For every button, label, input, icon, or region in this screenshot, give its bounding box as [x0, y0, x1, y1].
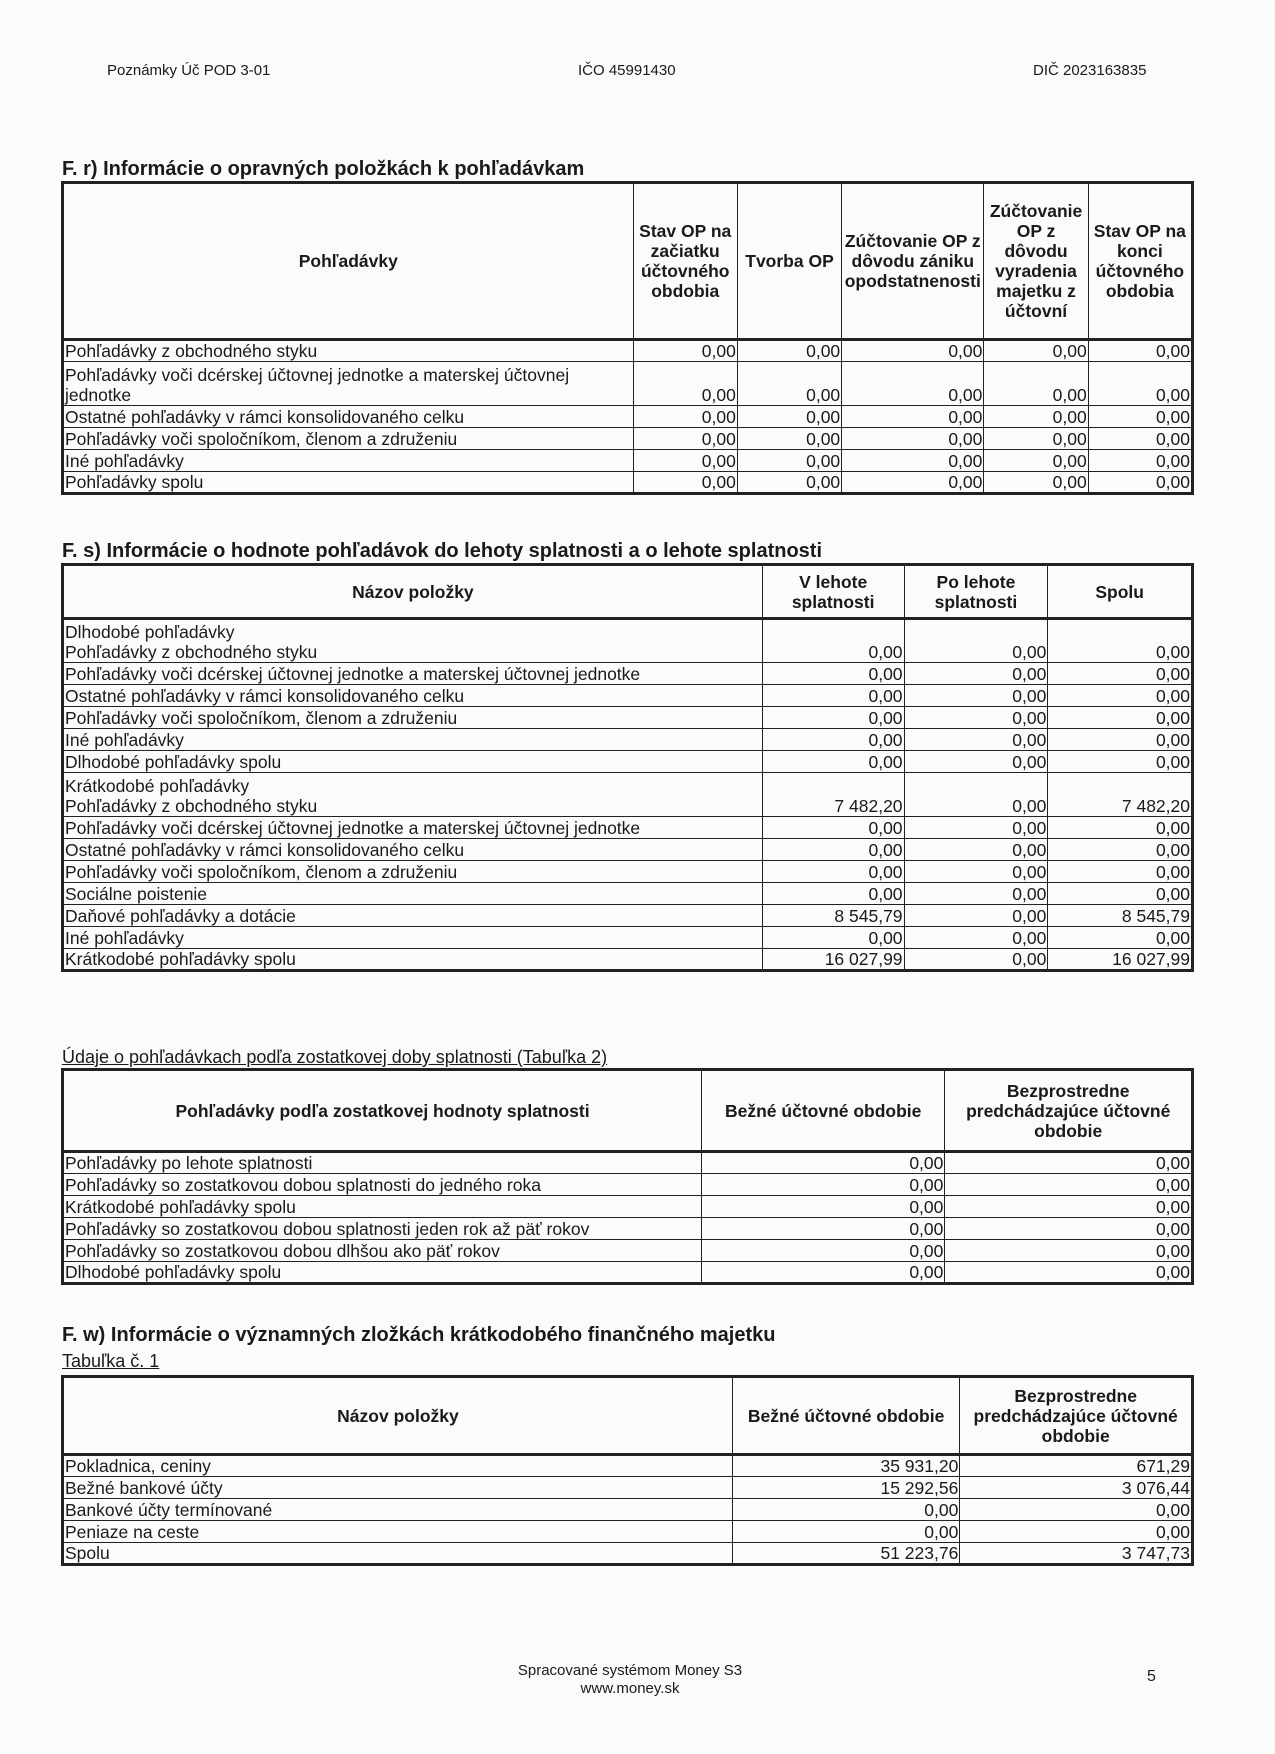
- row-label: [63, 340, 634, 362]
- row-label-text: Ostatné pohľadávky v rámci konsolidovaného celku: [65, 840, 465, 860]
- row-label: [63, 663, 763, 685]
- value-cell: 0,00: [1088, 450, 1192, 472]
- row-label: [63, 406, 634, 428]
- value-cell: 0,00: [904, 883, 1048, 905]
- row-label-text: Pohľadávky so zostatkovou dobou splatnosti jeden rok až päť rokov: [65, 1219, 590, 1239]
- table-row: [63, 340, 1193, 362]
- column-header: Tvorba OP: [737, 183, 841, 340]
- value-cell: 0,00: [1048, 729, 1193, 751]
- table-receivables-maturity: [61, 563, 1194, 972]
- row-label-text: Dlhodobé pohľadávky spolu: [65, 1262, 282, 1282]
- value-cell: 0,00: [737, 428, 841, 450]
- value-cell: 0,00: [737, 362, 841, 406]
- value-cell: 0,00: [702, 1174, 945, 1196]
- row-label: [63, 450, 634, 472]
- value-cell: 0,00: [842, 340, 984, 362]
- header-ico: IČO 45991430: [578, 62, 676, 79]
- value-cell: 671,29: [960, 1455, 1193, 1477]
- row-label-text: Pohľadávky voči spoločníkom, členom a združeniu: [65, 862, 458, 882]
- value-cell: 0,00: [732, 1499, 959, 1521]
- column-header: Bežné účtovné obdobie: [702, 1070, 945, 1152]
- value-cell: 0,00: [732, 1521, 959, 1543]
- value-cell: 0,00: [904, 619, 1048, 663]
- table-row: [63, 751, 1193, 773]
- value-cell: 0,00: [762, 861, 904, 883]
- table-row: [63, 1543, 1193, 1565]
- value-cell: 0,00: [945, 1152, 1193, 1174]
- column-header: Názov položky: [63, 565, 763, 619]
- row-label-text: Iné pohľadávky: [65, 451, 184, 471]
- value-cell: 0,00: [904, 927, 1048, 949]
- table-row: [63, 1262, 1193, 1284]
- row-label-text: Pohľadávky spolu: [65, 472, 204, 492]
- value-cell: 0,00: [1088, 406, 1192, 428]
- value-cell: 0,00: [633, 406, 737, 428]
- value-cell: 0,00: [737, 472, 841, 494]
- table-remaining-maturity: [61, 1068, 1194, 1285]
- footer-website: www.money.sk: [580, 1680, 680, 1697]
- value-cell: 0,00: [984, 340, 1088, 362]
- value-cell: 0,00: [633, 362, 737, 406]
- table-row: [63, 362, 1193, 406]
- value-cell: 0,00: [702, 1218, 945, 1240]
- table-row: [63, 428, 1193, 450]
- column-header: Pohľadávky podľa zostatkovej hodnoty splatnosti: [63, 1070, 702, 1152]
- row-label: [63, 619, 763, 663]
- table-row: [63, 619, 1193, 663]
- row-label-text: Daňové pohľadávky a dotácie: [65, 906, 296, 926]
- table-row: [63, 729, 1193, 751]
- row-label: [63, 1262, 702, 1284]
- section-r-title: F. r) Informácie o opravných položkách k pohľadávkam: [62, 158, 585, 180]
- value-cell: 0,00: [1048, 751, 1193, 773]
- value-cell: 16 027,99: [762, 949, 904, 971]
- row-label: [63, 472, 634, 494]
- value-cell: 7 482,20: [1048, 773, 1193, 817]
- row-label-text: Krátkodobé pohľadávky spolu: [65, 949, 296, 969]
- value-cell: 8 545,79: [762, 905, 904, 927]
- table-row: [63, 1196, 1193, 1218]
- row-label-text: Pohľadávky po lehote splatnosti: [65, 1153, 313, 1173]
- value-cell: 0,00: [842, 428, 984, 450]
- value-cell: 0,00: [904, 861, 1048, 883]
- value-cell: 0,00: [904, 817, 1048, 839]
- value-cell: 0,00: [1088, 472, 1192, 494]
- column-header: Bezprostredne predchádzajúce účtovné obdobie: [960, 1377, 1193, 1455]
- value-cell: 0,00: [904, 685, 1048, 707]
- value-cell: 0,00: [945, 1240, 1193, 1262]
- value-cell: 0,00: [702, 1262, 945, 1284]
- row-label-text: Dlhodobé pohľadávky spolu: [65, 752, 282, 772]
- value-cell: 0,00: [1048, 707, 1193, 729]
- value-cell: 0,00: [945, 1174, 1193, 1196]
- header-row: [63, 565, 1193, 619]
- page-number: 5: [1147, 1668, 1156, 1685]
- value-cell: 0,00: [842, 472, 984, 494]
- value-cell: 0,00: [904, 949, 1048, 971]
- footer-software: Spracované systémom Money S3: [517, 1662, 743, 1679]
- value-cell: 0,00: [842, 406, 984, 428]
- value-cell: 35 931,20: [732, 1455, 959, 1477]
- group-label: Krátkodobé pohľadávky: [65, 776, 250, 796]
- row-label: [63, 861, 763, 883]
- value-cell: 0,00: [762, 685, 904, 707]
- row-label-text: Pohľadávky voči dcérskej účtovnej jednotke a materskej účtovnej jednotke: [65, 365, 570, 405]
- column-header: Pohľadávky: [63, 183, 634, 340]
- column-header: Bezprostredne predchádzajúce účtovné obdobie: [945, 1070, 1193, 1152]
- table-row: [63, 773, 1193, 817]
- row-label: [63, 362, 634, 406]
- value-cell: 0,00: [737, 340, 841, 362]
- table-row: [63, 1152, 1193, 1174]
- value-cell: 0,00: [945, 1262, 1193, 1284]
- row-label: [63, 817, 763, 839]
- value-cell: 0,00: [842, 362, 984, 406]
- row-label: [63, 883, 763, 905]
- value-cell: 0,00: [762, 729, 904, 751]
- value-cell: 3 747,73: [960, 1543, 1193, 1565]
- value-cell: 0,00: [904, 663, 1048, 685]
- column-header: Po lehote splatnosti: [904, 565, 1048, 619]
- row-label: [63, 1521, 733, 1543]
- row-label-text: Iné pohľadávky: [65, 928, 184, 948]
- value-cell: 0,00: [904, 773, 1048, 817]
- value-cell: 0,00: [945, 1196, 1193, 1218]
- row-label-text: Peniaze na ceste: [65, 1522, 200, 1542]
- value-cell: 0,00: [1048, 663, 1193, 685]
- value-cell: 0,00: [762, 751, 904, 773]
- column-header: V lehote splatnosti: [762, 565, 904, 619]
- table-row: [63, 406, 1193, 428]
- value-cell: 0,00: [1088, 362, 1192, 406]
- column-header: Spolu: [1048, 565, 1193, 619]
- table-financial-assets: [61, 1375, 1194, 1566]
- value-cell: 0,00: [984, 362, 1088, 406]
- row-label: [63, 1218, 702, 1240]
- value-cell: 0,00: [762, 817, 904, 839]
- value-cell: 3 076,44: [960, 1477, 1193, 1499]
- row-label: [63, 1152, 702, 1174]
- row-label-text: Sociálne poistenie: [65, 884, 208, 904]
- row-label: [63, 927, 763, 949]
- header-row: [63, 183, 1193, 340]
- row-label-text: Pohľadávky z obchodného styku: [65, 796, 318, 816]
- row-label: [63, 949, 763, 971]
- column-header: Stav OP na začiatku účtovného obdobia: [633, 183, 737, 340]
- value-cell: 0,00: [984, 406, 1088, 428]
- value-cell: 0,00: [904, 905, 1048, 927]
- value-cell: 0,00: [762, 619, 904, 663]
- value-cell: 0,00: [762, 707, 904, 729]
- row-label-text: Spolu: [65, 1543, 110, 1563]
- value-cell: 0,00: [1048, 927, 1193, 949]
- table2-title: Údaje o pohľadávkach podľa zostatkovej doby splatnosti (Tabuľka 2): [62, 1047, 608, 1067]
- value-cell: 0,00: [960, 1499, 1193, 1521]
- row-label-text: Pohľadávky voči spoločníkom, členom a združeniu: [65, 708, 458, 728]
- value-cell: 0,00: [737, 406, 841, 428]
- value-cell: 16 027,99: [1048, 949, 1193, 971]
- row-label-text: Pohľadávky voči dcérskej účtovnej jednotke a materskej účtovnej jednotke: [65, 664, 641, 684]
- value-cell: 0,00: [904, 839, 1048, 861]
- value-cell: 0,00: [762, 927, 904, 949]
- header-dic: DIČ 2023163835: [1033, 62, 1147, 79]
- row-label-text: Bežné bankové účty: [65, 1478, 223, 1498]
- value-cell: 0,00: [1048, 685, 1193, 707]
- row-label: [63, 751, 763, 773]
- value-cell: 51 223,76: [732, 1543, 959, 1565]
- value-cell: 0,00: [762, 883, 904, 905]
- table-row: [63, 949, 1193, 971]
- value-cell: 0,00: [737, 450, 841, 472]
- value-cell: 0,00: [904, 729, 1048, 751]
- table-row: [63, 685, 1193, 707]
- footer: [470, 1662, 790, 1698]
- row-label-text: Pohľadávky voči spoločníkom, členom a združeniu: [65, 429, 458, 449]
- value-cell: 0,00: [1048, 817, 1193, 839]
- table-row: [63, 883, 1193, 905]
- row-label: [63, 1499, 733, 1521]
- value-cell: 0,00: [842, 450, 984, 472]
- row-label: [63, 729, 763, 751]
- column-header: Názov položky: [63, 1377, 733, 1455]
- row-label-text: Pohľadávky voči dcérskej účtovnej jednotke a materskej účtovnej jednotke: [65, 818, 641, 838]
- value-cell: 0,00: [633, 472, 737, 494]
- table-row: [63, 1174, 1193, 1196]
- table-row: [63, 450, 1193, 472]
- row-label-text: Pohľadávky z obchodného styku: [65, 642, 318, 662]
- section-w-title: F. w) Informácie o významných zložkách krátkodobého finančného majetku: [62, 1324, 776, 1346]
- row-label: [63, 707, 763, 729]
- value-cell: 0,00: [1088, 428, 1192, 450]
- row-label-text: Ostatné pohľadávky v rámci konsolidovaného celku: [65, 686, 465, 706]
- row-label: [63, 1543, 733, 1565]
- table-row: [63, 861, 1193, 883]
- value-cell: 0,00: [904, 751, 1048, 773]
- row-label-text: Ostatné pohľadávky v rámci konsolidovaného celku: [65, 407, 465, 427]
- header-row: [63, 1377, 1193, 1455]
- table-row: [63, 927, 1193, 949]
- value-cell: 0,00: [633, 428, 737, 450]
- row-label-text: Pokladnica, ceniny: [65, 1456, 211, 1476]
- header-form-code: Poznámky Úč POD 3-01: [107, 62, 271, 79]
- value-cell: 0,00: [984, 472, 1088, 494]
- table-row: [63, 817, 1193, 839]
- row-label: [63, 1196, 702, 1218]
- value-cell: 15 292,56: [732, 1477, 959, 1499]
- table-row: [63, 1521, 1193, 1543]
- value-cell: 8 545,79: [1048, 905, 1193, 927]
- value-cell: 0,00: [904, 707, 1048, 729]
- column-header: Stav OP na konci účtovného obdobia: [1088, 183, 1192, 340]
- table-row: [63, 1218, 1193, 1240]
- section-s-title: F. s) Informácie o hodnote pohľadávok do lehoty splatnosti a o lehote splatnosti: [62, 540, 822, 562]
- row-label-text: Pohľadávky so zostatkovou dobou dlhšou ako päť rokov: [65, 1241, 500, 1261]
- value-cell: 0,00: [960, 1521, 1193, 1543]
- row-label-text: Bankové účty termínované: [65, 1500, 273, 1520]
- value-cell: 0,00: [762, 663, 904, 685]
- table-row: [63, 905, 1193, 927]
- value-cell: 0,00: [945, 1218, 1193, 1240]
- row-label-text: Krátkodobé pohľadávky spolu: [65, 1197, 296, 1217]
- header-row: [63, 1070, 1193, 1152]
- section-w-subtitle: Tabuľka č. 1: [62, 1351, 160, 1371]
- value-cell: 0,00: [1048, 839, 1193, 861]
- table-row: [63, 663, 1193, 685]
- column-header: Bežné účtovné obdobie: [732, 1377, 959, 1455]
- row-label: [63, 428, 634, 450]
- value-cell: 0,00: [1088, 340, 1192, 362]
- group-label: Dlhodobé pohľadávky: [65, 622, 235, 642]
- value-cell: 7 482,20: [762, 773, 904, 817]
- value-cell: 0,00: [1048, 861, 1193, 883]
- table-row: [63, 472, 1193, 494]
- row-label: [63, 685, 763, 707]
- value-cell: 0,00: [1048, 883, 1193, 905]
- row-label: [63, 905, 763, 927]
- value-cell: 0,00: [702, 1240, 945, 1262]
- table-row: [63, 839, 1193, 861]
- value-cell: 0,00: [702, 1196, 945, 1218]
- table-row: [63, 707, 1193, 729]
- table-allowances: [61, 181, 1194, 495]
- row-label: [63, 1455, 733, 1477]
- column-header: Zúčtovanie OP z dôvodu vyradenia majetku z účtovní: [984, 183, 1088, 340]
- value-cell: 0,00: [633, 450, 737, 472]
- value-cell: 0,00: [702, 1152, 945, 1174]
- table-row: [63, 1499, 1193, 1521]
- row-label-text: Iné pohľadávky: [65, 730, 184, 750]
- value-cell: 0,00: [633, 340, 737, 362]
- row-label-text: Pohľadávky so zostatkovou dobou splatnosti do jedného roka: [65, 1175, 541, 1195]
- row-label: [63, 839, 763, 861]
- value-cell: 0,00: [1048, 619, 1193, 663]
- value-cell: 0,00: [762, 839, 904, 861]
- row-label-text: Pohľadávky z obchodného styku: [65, 341, 318, 361]
- table-row: [63, 1477, 1193, 1499]
- value-cell: 0,00: [984, 450, 1088, 472]
- row-label: [63, 1240, 702, 1262]
- row-label: [63, 1174, 702, 1196]
- value-cell: 0,00: [984, 428, 1088, 450]
- table-row: [63, 1455, 1193, 1477]
- row-label: [63, 1477, 733, 1499]
- column-header: Zúčtovanie OP z dôvodu zániku opodstatnenosti: [842, 183, 984, 340]
- row-label: [63, 773, 763, 817]
- table-row: [63, 1240, 1193, 1262]
